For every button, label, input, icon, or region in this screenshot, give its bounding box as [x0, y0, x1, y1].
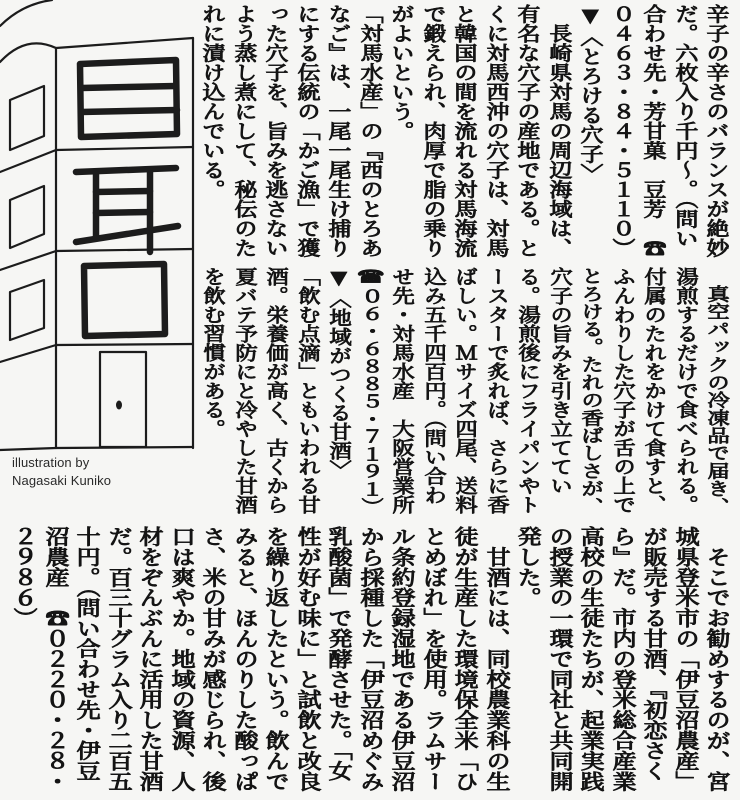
sign-char-me	[80, 60, 177, 137]
text-column: ２９８６）	[9, 526, 38, 628]
text-column: 材をぞんぶんに活用した甘酒	[135, 526, 164, 792]
text-column: れに漬け込んでいる。	[198, 4, 226, 199]
text-column: 有名な穴子の産地である。と	[513, 4, 541, 258]
illustration-credit-label: illustration by	[12, 455, 90, 470]
text-column: 口は爽やか。地域の資源、人	[166, 526, 196, 792]
building-illustration	[0, 0, 196, 452]
side-window	[10, 280, 44, 340]
text-column: 甘酒には、同校農業科の生	[481, 526, 511, 792]
illustration-credit-name: Nagasaki Kuniko	[12, 473, 112, 488]
text-column: と韓国の間を流れる対馬海流	[450, 4, 478, 258]
side-window	[10, 186, 44, 248]
text-column: で鍛えられ、肉厚で脂の乗り	[418, 4, 447, 258]
ground-line	[0, 447, 193, 450]
text-column: から採種した「伊豆沼めぐみ	[355, 526, 385, 792]
floor-line	[56, 344, 193, 345]
text-column: ら』だ。市内の登米総合産業	[607, 526, 637, 792]
text-column: 「対馬水産」の『西のとろあ	[355, 4, 384, 258]
door	[100, 352, 146, 447]
text-column: が販売する甘酒、『初恋さく	[639, 526, 668, 781]
text-column: 発した。	[513, 526, 542, 608]
side-floor-line	[0, 150, 56, 172]
text-column: 沼農産 ☎０２２０・２８・	[40, 526, 70, 792]
text-column: 高校の生徒たちが、起業実践	[576, 526, 605, 792]
text-column: さ、米の甘みが感じられ、後	[198, 526, 227, 792]
text-column: ☎０６・６８８５・７１９１）	[357, 267, 384, 515]
text-column: とめぼれ」を使用。ラムサー	[418, 526, 448, 792]
text-column: 酒。栄養価が高く、古くから	[262, 267, 289, 514]
side-floor-line	[0, 345, 56, 362]
text-column: みると、ほんのりした酸っぱ	[229, 526, 259, 792]
text-column: 夏バテ予防にと冷やした甘酒	[231, 267, 258, 514]
text-column: 「飲む点滴」ともいわれる甘	[294, 267, 321, 514]
text-column: 込み五千四百円。（問い合わ	[420, 267, 447, 505]
sign-char-mimi	[76, 168, 178, 252]
text-column: ばしい。Ｍサイズ四尾、送料	[451, 267, 478, 514]
text-column: る。湯煎後にフライパンやト	[514, 267, 541, 514]
text-column: を繰り返したという。飲んで	[261, 526, 290, 792]
text-column: ル条約登録湿地である伊豆沼	[387, 526, 416, 792]
text-column: った穴子を、旨みを逃さない	[261, 4, 289, 258]
text-column: ０４６３・８４・５１１０）	[607, 4, 636, 258]
text-column: くに対馬西沖の穴子は、対馬	[481, 4, 510, 258]
text-column: 十円。（問い合わせ先・伊豆	[72, 526, 101, 781]
text-column: 真空パックの冷凍品で届き、	[703, 267, 730, 515]
text-column: なご』は、一尾一尾生け捕り	[324, 4, 352, 258]
text-column: 湯煎するだけで食べられる。	[672, 267, 699, 514]
text-column: だ。六枚入り千円～。（問い	[670, 4, 699, 248]
roof-arc	[0, 0, 52, 26]
text-column: 穴子の旨みを引き立ててい	[546, 267, 573, 495]
text-column: 長崎県対馬の周辺海域は、	[544, 4, 573, 258]
section-heading: ▼〈地域がつくる甘酒〉	[325, 267, 352, 479]
side-window	[10, 86, 44, 150]
article-tier-middle	[196, 267, 732, 515]
side-floor-line	[0, 251, 56, 270]
article-tier-top	[196, 4, 732, 258]
text-column: せ先・対馬水産 大阪営業所	[388, 267, 415, 514]
text-column: だ。百三十グラム入り二百五	[103, 526, 133, 792]
floor-line	[56, 249, 193, 251]
text-column: にする伝統の「かご漁」で獲	[292, 4, 321, 258]
text-column: とろける。たれの香ばしさが、	[577, 267, 604, 515]
text-column: 徒が生産した環境保全米「ひ	[450, 526, 479, 792]
text-column: がよいという。	[387, 4, 415, 141]
article-tier-bottom	[7, 526, 732, 792]
text-column: 付属のたれをかけて食すと、	[640, 267, 667, 514]
text-column: 性が好む味に」と試飲と改良	[292, 526, 322, 792]
text-column: そこでお勧めするのが、宮	[702, 526, 731, 792]
sign-char-kuchi	[84, 264, 165, 336]
text-column: 合わせ先・芳甘菓 豆芳 ☎	[639, 4, 667, 258]
text-column: よう蒸し煮にして、秘伝のた	[229, 4, 258, 258]
section-heading: ▼〈とろける穴子〉	[576, 4, 604, 183]
text-column: ふんわりした穴子が舌の上で	[609, 267, 636, 514]
floor-line	[56, 147, 193, 150]
text-column: の授業の一環で同社と共同開	[544, 526, 574, 792]
text-column: 辛子の辛さのバランスが絶妙	[702, 4, 730, 258]
text-column: 乳酸菌」で発酵させた。「女	[324, 526, 353, 781]
text-column: 城県登米市の「伊豆沼農産」	[670, 526, 700, 792]
text-column: を飲む習慣がある。	[199, 267, 226, 438]
door-knob	[116, 401, 122, 410]
text-column: ースターで炙れば、さらに香	[483, 267, 510, 514]
